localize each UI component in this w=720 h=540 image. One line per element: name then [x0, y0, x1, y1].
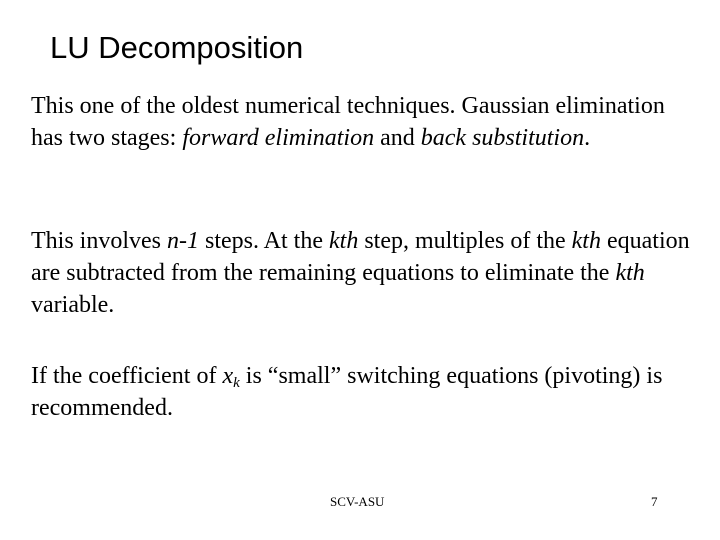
paragraph-gaussian-elimination	[31, 90, 701, 154]
text-span: steps. At the	[199, 228, 329, 254]
subscript-k: k	[233, 375, 240, 391]
paragraph-steps	[31, 225, 701, 321]
text-span: is “small” switching equations (pivoting) is recommended.	[31, 363, 663, 421]
text-span: step, multiples of the	[358, 228, 572, 254]
text-span: variable.	[31, 292, 115, 318]
emphasis-back-substitution: back substitution	[420, 125, 585, 151]
emphasis-n-minus-1: n-1	[167, 228, 199, 254]
text-span: This involves	[31, 228, 167, 254]
emphasis-kth: kth	[329, 228, 359, 254]
text-span: If the coefficient of	[31, 363, 223, 389]
page-number: 7	[651, 494, 658, 509]
slide-title: LU Decomposition	[50, 30, 304, 65]
paragraph-pivoting	[31, 360, 701, 424]
emphasis-kth: kth	[571, 228, 601, 254]
footer-label: SCV-ASU	[330, 494, 385, 509]
text-span: .	[584, 125, 591, 151]
text-span: equation are subtracted from the remaining equations to eliminate the	[31, 228, 690, 286]
text-span: This one of the oldest numerical techniques. Gaussian elimination has two stages:	[31, 93, 665, 151]
emphasis-forward-elimination: forward elimination	[182, 125, 375, 151]
emphasis-kth: kth	[615, 260, 645, 286]
variable-x: x	[222, 363, 234, 389]
text-span: and	[374, 125, 421, 151]
